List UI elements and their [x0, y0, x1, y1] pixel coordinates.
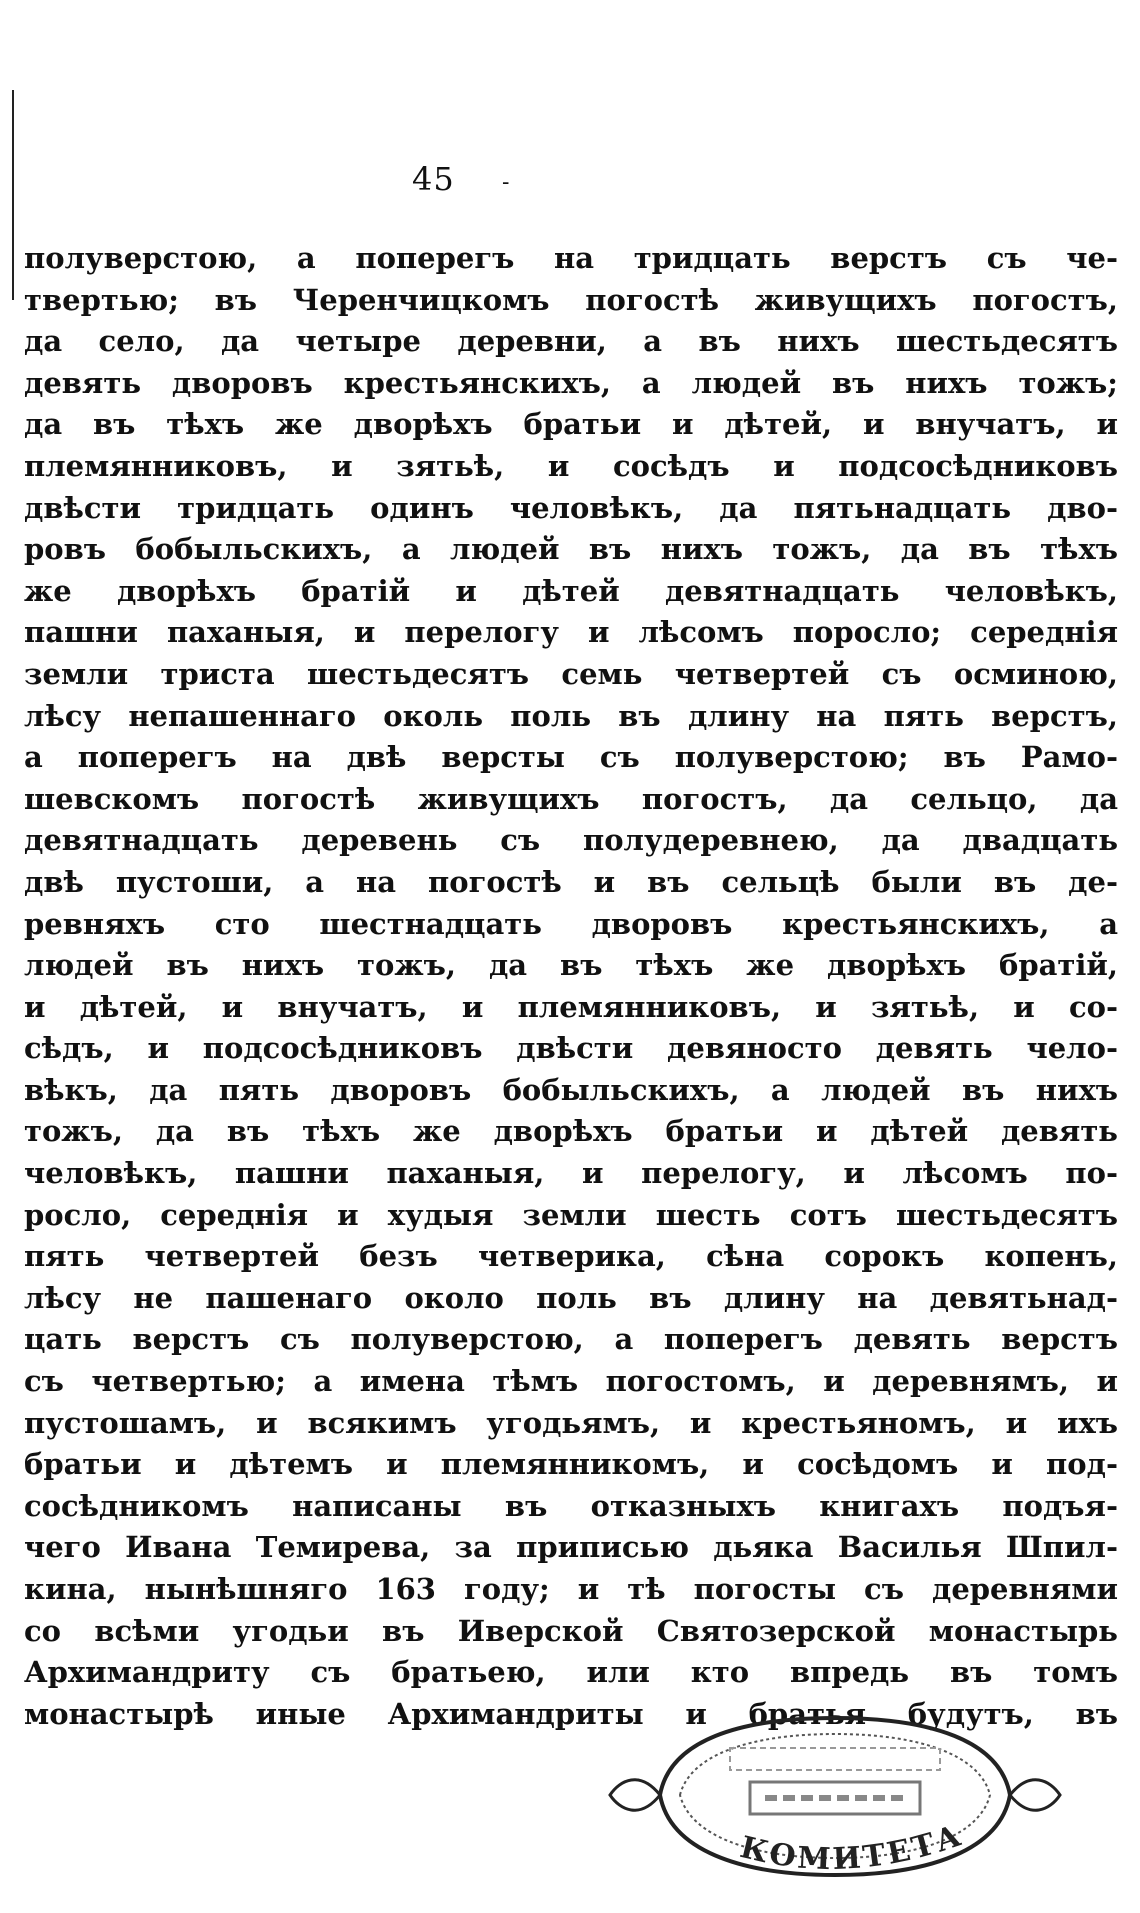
page-number: 45 [412, 160, 455, 198]
text-line: тожъ, да въ тѣхъ же дворѣхъ братьи и дѣтей девять [24, 1114, 1118, 1149]
page-number-mark: - [502, 170, 510, 195]
text-line: лѣсу не пашенаго около поль въ длину на девятьнад- [24, 1280, 1118, 1315]
text-line: сѣдъ, и подсосѣдниковъ двѣсти девяносто девять чело- [24, 1031, 1118, 1066]
text-line: племянниковъ, и зятьѣ, и сосѣдъ и подсосѣдниковъ [24, 448, 1118, 483]
text-line: сосѣдникомъ написаны въ отказныхъ книгахъ подъя- [24, 1488, 1118, 1523]
library-stamp [600, 1700, 1070, 1890]
text-line: съ четвертью; а имена тѣмъ погостомъ, и деревнямъ, и [24, 1364, 1118, 1399]
body-text [24, 238, 1118, 1735]
svg-text:КОМИТЕТА [737, 1818, 968, 1878]
text-line: Архимандриту съ братьею, или кто впредь въ томъ [24, 1655, 1118, 1690]
text-line: цать верстъ съ полуверстою, а поперегъ девять верстъ [24, 1322, 1118, 1357]
text-line: пашни паханыя, и перелогу и лѣсомъ поросло; середнія [24, 615, 1118, 650]
text-line: кина, нынѣшняго 163 году; и тѣ погосты съ деревнями [24, 1572, 1118, 1606]
text-line: и дѣтей, и внучатъ, и племянниковъ, и зятьѣ, и со- [24, 989, 1118, 1024]
text-line: двѣ пустоши, а на погостѣ и въ сельцѣ были въ де- [24, 864, 1118, 899]
text-line: полуверстою, а поперегъ на тридцать верстъ съ че- [24, 241, 1118, 275]
stamp-label: КОМИТЕТА [736, 1817, 968, 1878]
text-line: лѣсу непашеннаго околь поль въ длину на пять верстъ, [24, 698, 1118, 733]
text-line: ревняхъ сто шестнадцать дворовъ крестьянскихъ, а [24, 906, 1118, 941]
stamp-graphic [600, 1700, 1070, 1890]
text-line: монастырѣ иные Архимандриты и братья будутъ, въ [24, 1696, 1118, 1731]
text-line: людей въ нихъ тожъ, да въ тѣхъ же дворѣхъ братій, [24, 948, 1118, 983]
text-line: вѣкъ, да пять дворовъ бобыльскихъ, а людей въ нихъ [24, 1072, 1118, 1107]
text-line: росло, середнія и худыя земли шесть сотъ шестьдесятъ [24, 1197, 1118, 1232]
text-line: шевскомъ погостѣ живущихъ погостъ, да сельцо, да [24, 781, 1118, 816]
text-line: пустошамъ, и всякимъ угодьямъ, и крестьяномъ, и ихъ [24, 1405, 1118, 1440]
text-line: же дворѣхъ братій и дѣтей девятнадцать человѣкъ, [24, 573, 1118, 608]
margin-rule [12, 90, 14, 300]
text-line: ровъ бобыльскихъ, а людей въ нихъ тожъ, да въ тѣхъ [24, 532, 1118, 567]
text-line: двѣсти тридцать одинъ человѣкъ, да пятьнадцать дво- [24, 490, 1118, 525]
text-line: братьи и дѣтемъ и племянникомъ, и сосѣдомъ и под- [24, 1447, 1118, 1482]
text-line: да село, да четыре деревни, а въ нихъ шестьдесятъ [24, 324, 1118, 359]
text-line: чего Ивана Темирева, за приписью дьяка Василья Шпил- [24, 1530, 1118, 1565]
text-line: земли триста шестьдесятъ семь четвертей съ осминою, [24, 656, 1118, 691]
text-line: со всѣми угодьи въ Иверской Святозерской монастырь [24, 1613, 1118, 1648]
text-line: а поперегъ на двѣ версты съ полуверстою; въ Рамо- [24, 740, 1118, 775]
text-line: девять дворовъ крестьянскихъ, а людей въ нихъ тожъ; [24, 365, 1118, 400]
text-line: да въ тѣхъ же дворѣхъ братьи и дѣтей, и внучатъ, и [24, 407, 1118, 442]
text-line: девятнадцать деревень съ полудеревнею, да двадцать [24, 823, 1118, 858]
text-line: пять четвертей безъ четверика, сѣна сорокъ копенъ, [24, 1239, 1118, 1274]
text-line: твертью; въ Черенчицкомъ погостѣ живущихъ погостъ, [24, 282, 1118, 317]
text-line: человѣкъ, пашни паханыя, и перелогу, и лѣсомъ по- [24, 1156, 1118, 1191]
